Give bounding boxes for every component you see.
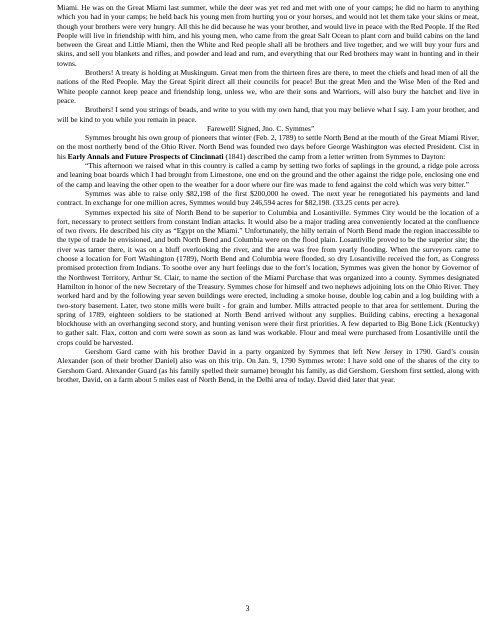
- paragraph-text: Symmes brought his own group of pioneers that winter (Feb. 2, 1789) to settle North Bend at the mouth of the Great Miami River, on the most northerly bend of the Ohio River. North Bend was founded two days before George Washington was elected President. Cist in his: [57, 133, 479, 161]
- page-number: 3: [245, 604, 250, 613]
- paragraph: Brothers! A treaty is holding at Muskingum. Great men from the thirteen fires are there, to meet the chiefs and head men of all the nations of the Red People. May the Great Spirit direct all their councils for peace! But the great Men and the Wise Men of the Red and White people cannot keep peace and friendship long, unless we, who are their sons and Warriors, will also bury the hatchet and live in peace.: [57, 68, 479, 105]
- body-text: [57, 3, 479, 384]
- paragraph: Brothers! I send you strings of beads, and write to you with my own hand, that you may believe what I say. I am your brother, and will be kind to you while you remain in peace.: [57, 105, 479, 124]
- paragraph-text: (1841) described the camp from a letter written from Symmes to Dayton:: [223, 151, 446, 161]
- paragraph: Gershom Gard came with his brother David in a party organized by Symmes that left New Jersey in 1790. Gard’s cousin Alexander (son of their brother Daniel) also was on this trip. On Jan. 9, 1790 Symmes wrote: I have sold one of the shares of the city to Gershom Gard. Alexander Guard (as his family spelled their surname) brought his family, as did Gershom. Gershom first settled, along with brother, David, on a farm about 5 miles east of North Bend, in the Delhi area of today. David died later that year.: [57, 346, 479, 384]
- paragraph: [57, 133, 479, 161]
- signature-line: Farewell! Signed, Jno. C. Symmes”: [207, 123, 315, 133]
- paragraph: Symmes was able to raise only $82,198 of the first $200,000 he owed. The next year he renegotiated his payments and land contract. In exchange for one million acres, Symmes would buy 246,594 acres for $82,198. (33.25 cents per acre).: [57, 188, 479, 208]
- paragraph: Miami. He was on the Great Miami last summer, while the deer was yet red and met with one of your camps; he did no harm to anything which you had in your camps; he held back his young men from hurting you or your horses, and would not let them take your skins or meat, though your brothers were very hungry. All this he did because he was your brother, and would live in peace with the Red People. If the Red People will live in friendship with him, and his young men, who came from the great Salt Ocean to plant corn and build cabins on the land between the Great and Little Miami, then the White and Red people shall all be brothers and live together, and we will buy your furs and skins, and sell you blankets and rifles, and powder and lead and rum, and everything that our Red brothers may want in hunting and in their towns.: [57, 3, 479, 68]
- book-title: Early Annals and Future Prospects of Cincinnati: [67, 151, 224, 161]
- quotation: “This afternoon we raised what in this country is called a camp by setting two forks of saplings in the ground, a ridge pole across and leaning boat boards which I had brought from Limestone, one end on the ground and the other against the ridge pole, enclosing one end of the camp and leaving the other open to the weather for a door where our fire was made to fend against the cold which was very bitter.”: [57, 161, 479, 189]
- paragraph: Symmes expected his site of North Bend to be superior to Columbia and Losantiville. Symmes City would be the location of a fort, necessary to protect settlers from constant Indian attacks. It would also be a major trading area conveniently located at the confluence of two rivers. He described his city as “Egypt on the Miami.” Unfortunately, the hilly terrain of North Bend made the region inaccessible to the type of trade he envisioned, and both North Bend and Columbia were on the flood plain. Losantiville proved to be the superior site; the river was tamer there, it was on a bluff overlooking the river, and the area was free from yearly flooding. When the surveyors came to choose a location for Fort Washington (1789), North Bend and Columbia were flooded, so dry Losantiville received the fort, as Congress promised protection from Indians. To soothe over any hurt feelings due to the fort’s location, Symmes was given the honor by Governor of the Northwest Territory, Arthur St. Clair, to name the section of the Miami Purchase that was organized into a county. Symmes designated Hamilton in honor of the new Secretary of the Treasury. Symmes chose for himself and two nephews adjoining lots on the Ohio River. They worked hard and by the following year seven buildings were erected, including a smoke house, double log cabin and a log building with a two-story basement. Later, two stone mills were built - for grain and lumber. Mills attracted people to that area for settlement. During the spring of 1789, eighteen soldiers to be stationed at North Bend arrived without any supplies. Building cabins, erecting a hexagonal blockhouse with an overhanging second story, and hunting venison were their first priorities. A few departed to Big Bone Lick (Kentucky) to gather salt. Flax, cotton and corn were sown as soon as land was workable. Flour and meal were purchased from Losantiville until the crops could be harvested.: [57, 207, 479, 347]
